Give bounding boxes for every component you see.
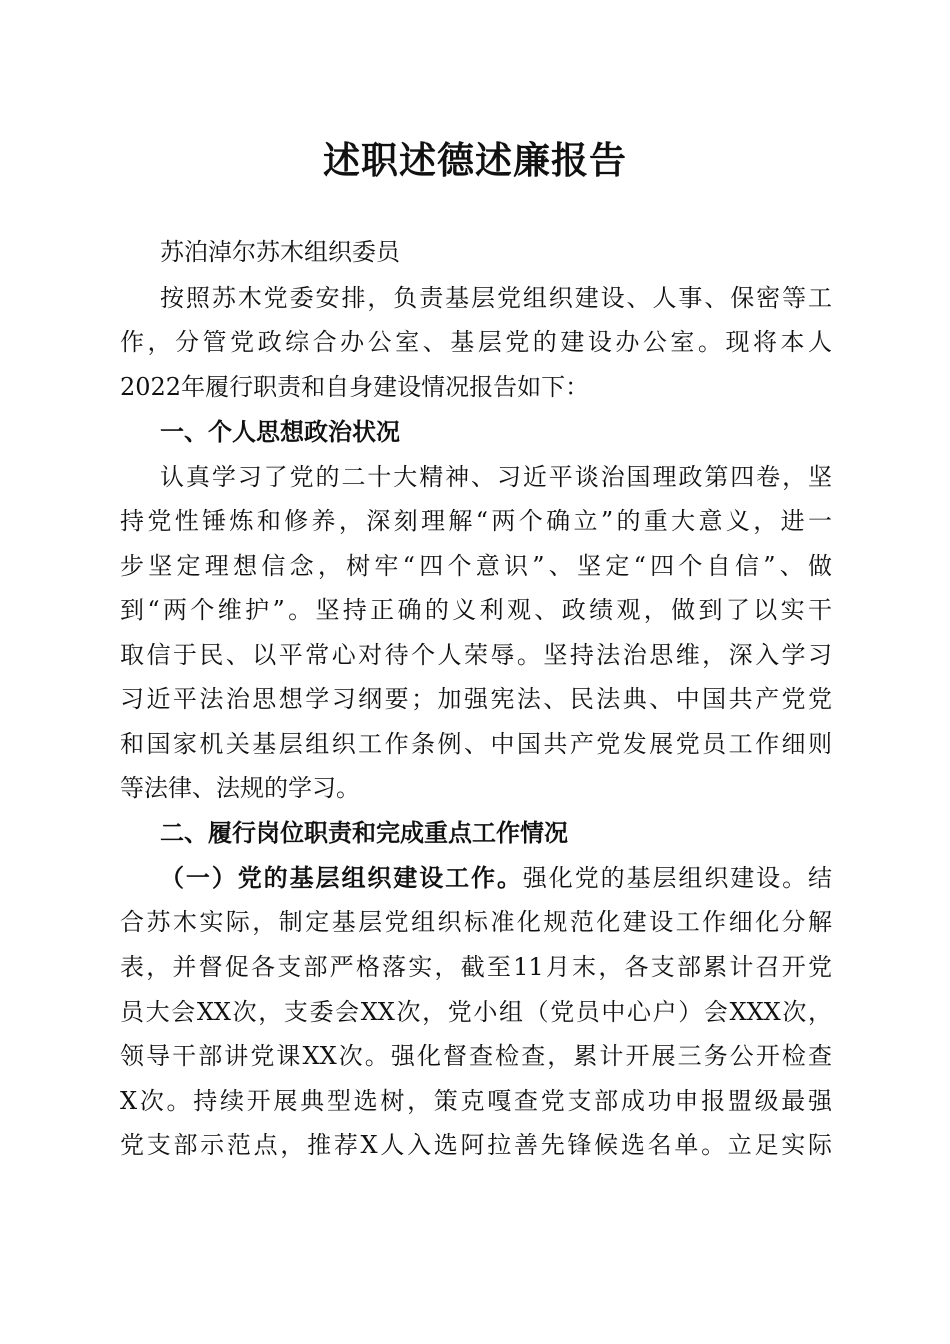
section1-line: 认真学习了党的二十大精神、习近平谈治国理政第四卷，坚 [160,463,832,491]
section2-line: 员大会XX次，支委会XX次，党小组（党员中心户）会XXX次， [120,998,832,1026]
author-line: 苏泊淖尔苏木组织委员 [160,238,400,266]
section1-line: 步坚定理想信念，树牢“四个意识”、坚定“四个自信”、做 [120,552,832,580]
subsection1-text: 强化党的基层组织建设。结 [522,864,833,892]
section2-line: 党支部示范点，推荐X人入选阿拉善先锋候选名单。立足实际 [120,1131,832,1159]
section1-line: 到“两个维护”。坚持正确的义利观、政绩观，做到了以实干 [120,596,832,624]
section1-line: 等法律、法规的学习。 [120,774,360,802]
subsection1-lead: （一）党的基层组织建设工作。 [160,863,523,892]
section1-line: 和国家机关基层组织工作条例、中国共产党发展党员工作细则 [120,730,832,758]
section2-heading: 二、履行岗位职责和完成重点工作情况 [160,819,568,847]
intro-line-3: 2022年履行职责和自身建设情况报告如下： [120,373,590,401]
section1-line: 持党性锤炼和修养，深刻理解“两个确立”的重大意义，进一 [120,507,832,535]
section1-line: 取信于民、以平常心对待个人荣辱。坚持法治思维，深入学习 [120,641,832,669]
section2-line: 合苏木实际，制定基层党组织标准化规范化建设工作细化分解 [120,908,832,936]
section1-heading: 一、个人思想政治状况 [160,418,400,446]
section2-line: 领导干部讲党课XX次。强化督查检查，累计开展三务公开检查 [120,1042,832,1070]
section2-line: 表，并督促各支部严格落实，截至11月末，各支部累计召开党 [120,953,832,981]
intro-line-2: 作，分管党政综合办公室、基层党的建设办公室。现将本人 [120,328,832,356]
document-title: 述职述德述廉报告 [323,138,627,182]
section1-line: 习近平法治思想学习纲要；加强宪法、民法典、中国共产党党 [120,685,832,713]
section2-first-line [160,856,832,900]
section2-line: X次。持续开展典型选树，策克嘎查党支部成功申报盟级最强 [120,1087,832,1115]
intro-line-1: 按照苏木党委安排，负责基层党组织建设、人事、保密等工 [160,284,832,312]
